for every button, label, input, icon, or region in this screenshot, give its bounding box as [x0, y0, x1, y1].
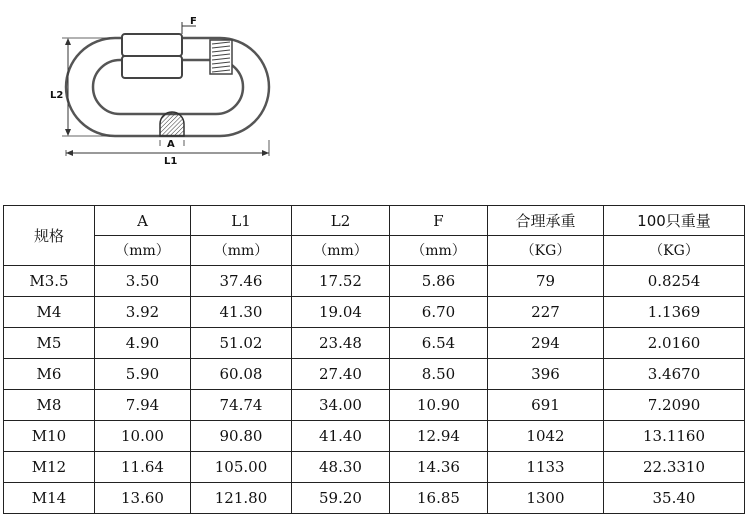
cell-a: 11.64	[95, 452, 191, 483]
cell-l1: 41.30	[191, 297, 292, 328]
table-row	[4, 421, 745, 452]
cell-spec: M4	[4, 297, 95, 328]
cell-f: 5.86	[390, 266, 488, 297]
cell-load: 396	[488, 359, 604, 390]
cell-a: 10.00	[95, 421, 191, 452]
cell-l2: 34.00	[292, 390, 390, 421]
cell-spec: M10	[4, 421, 95, 452]
cell-a: 7.94	[95, 390, 191, 421]
unit-col-l1: （mm）	[191, 236, 292, 266]
cell-a: 13.60	[95, 483, 191, 514]
cell-weight: 3.4670	[604, 359, 745, 390]
nut-upper	[122, 34, 182, 56]
cell-f: 12.94	[390, 421, 488, 452]
cell-l2: 41.40	[292, 421, 390, 452]
header-col-load: 合理承重	[488, 206, 604, 236]
cell-f: 14.36	[390, 452, 488, 483]
cell-f: 6.54	[390, 328, 488, 359]
cell-weight: 2.0160	[604, 328, 745, 359]
cell-weight: 7.2090	[604, 390, 745, 421]
header-col-a: A	[95, 206, 191, 236]
cell-spec: M12	[4, 452, 95, 483]
cell-load: 227	[488, 297, 604, 328]
header-col-l2: L2	[292, 206, 390, 236]
cell-load: 79	[488, 266, 604, 297]
unit-col-load: （KG）	[488, 236, 604, 266]
unit-col-a: （mm）	[95, 236, 191, 266]
cell-l2: 17.52	[292, 266, 390, 297]
cell-l2: 23.48	[292, 328, 390, 359]
cell-load: 1300	[488, 483, 604, 514]
header-col-l1: L1	[191, 206, 292, 236]
cell-weight: 0.8254	[604, 266, 745, 297]
cell-spec: M3.5	[4, 266, 95, 297]
label-a: A	[167, 139, 175, 150]
unit-col-l2: （mm）	[292, 236, 390, 266]
cell-a: 5.90	[95, 359, 191, 390]
table-row	[4, 328, 745, 359]
cell-l2: 27.40	[292, 359, 390, 390]
cell-l2: 19.04	[292, 297, 390, 328]
header-col-f: F	[390, 206, 488, 236]
cell-f: 16.85	[390, 483, 488, 514]
wire-cross-section	[160, 112, 184, 136]
header-row-names	[4, 206, 745, 236]
cell-l2: 48.30	[292, 452, 390, 483]
cell-spec: M6	[4, 359, 95, 390]
cell-spec: M14	[4, 483, 95, 514]
cell-weight: 13.1160	[604, 421, 745, 452]
cell-l1: 60.08	[191, 359, 292, 390]
unit-col-f: （mm）	[390, 236, 488, 266]
header-spec: 规格	[4, 206, 95, 266]
cell-a: 4.90	[95, 328, 191, 359]
table-row	[4, 359, 745, 390]
cell-load: 1042	[488, 421, 604, 452]
cell-l2: 59.20	[292, 483, 390, 514]
table-row	[4, 266, 745, 297]
cell-l1: 90.80	[191, 421, 292, 452]
cell-l1: 121.80	[191, 483, 292, 514]
cell-weight: 35.40	[604, 483, 745, 514]
cell-f: 8.50	[390, 359, 488, 390]
table-row	[4, 390, 745, 421]
cell-l1: 74.74	[191, 390, 292, 421]
cell-a: 3.50	[95, 266, 191, 297]
unit-col-weight: （KG）	[604, 236, 745, 266]
label-f: F	[190, 16, 197, 27]
spec-table	[3, 205, 745, 514]
cell-a: 3.92	[95, 297, 191, 328]
cell-load: 294	[488, 328, 604, 359]
thread-end	[210, 40, 232, 74]
cell-l1: 51.02	[191, 328, 292, 359]
cell-f: 6.70	[390, 297, 488, 328]
table-row	[4, 297, 745, 328]
header-row-units	[4, 236, 745, 266]
cell-weight: 1.1369	[604, 297, 745, 328]
nut-lower	[122, 56, 182, 78]
label-l2: L2	[50, 90, 64, 101]
cell-weight: 22.3310	[604, 452, 745, 483]
table-row	[4, 483, 745, 514]
header-col-weight: 100只重量	[604, 206, 745, 236]
quick-link-diagram	[0, 0, 300, 170]
cell-l1: 105.00	[191, 452, 292, 483]
cell-l1: 37.46	[191, 266, 292, 297]
cell-load: 1133	[488, 452, 604, 483]
cell-load: 691	[488, 390, 604, 421]
label-l1: L1	[164, 156, 178, 167]
table-row	[4, 452, 745, 483]
cell-f: 10.90	[390, 390, 488, 421]
cell-spec: M8	[4, 390, 95, 421]
cell-spec: M5	[4, 328, 95, 359]
